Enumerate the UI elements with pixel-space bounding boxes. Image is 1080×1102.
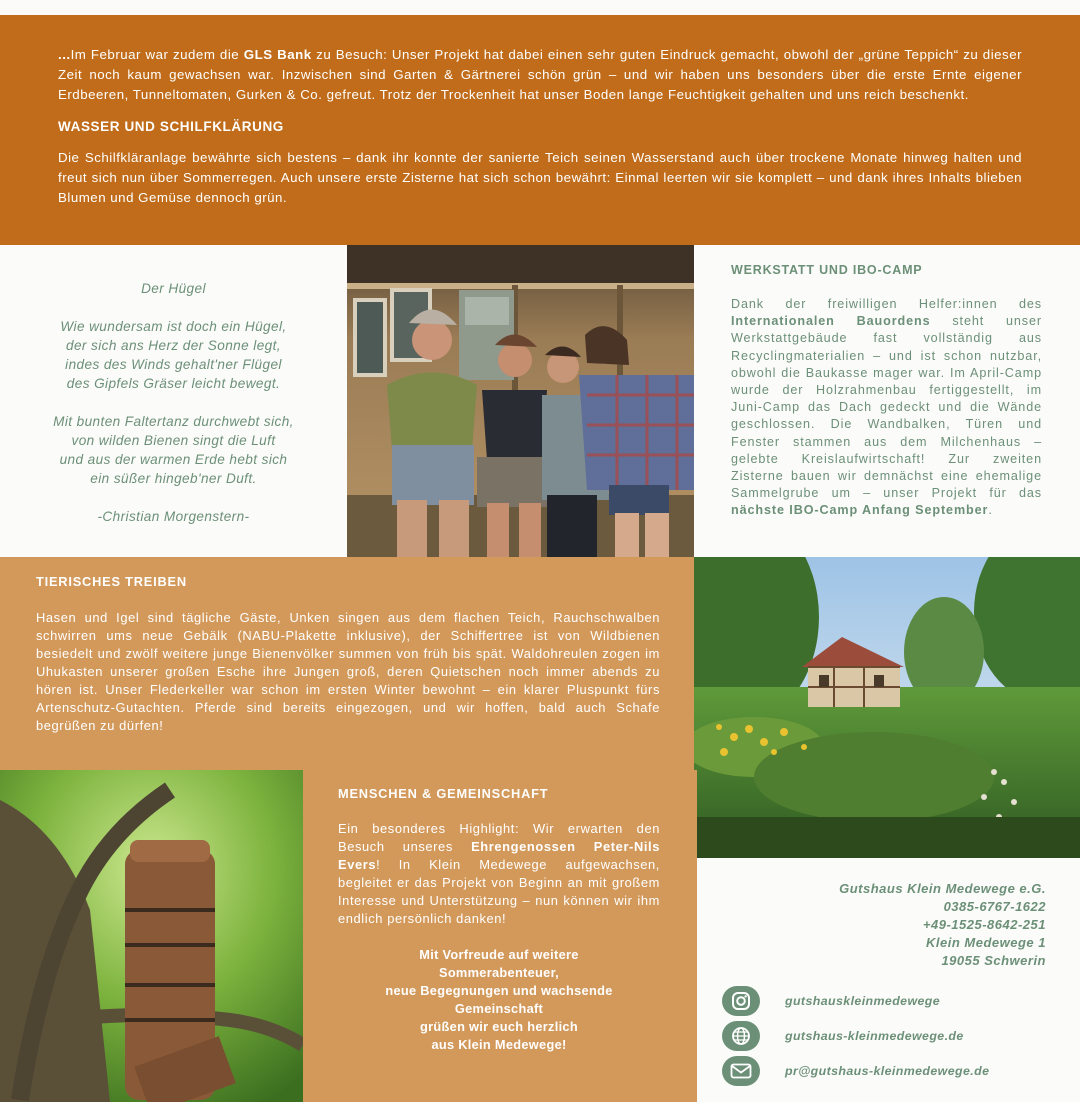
water-heading: WASSER UND SCHILFKLÄRUNG [58, 118, 284, 134]
poem-line: Mit bunten Faltertanz durchwebt sich, [53, 414, 294, 429]
werkstatt-text-b: steht unser Werkstattgebäude fast vollständig aus Recyclingmaterialien – und ist schon nutzbar, obwohl die Baukasse mager war. Im April-Camp wurde der Holzrahmenbau fertiggestellt, im Juni-Camp das Dach gedeckt und die Wände geschlossen. Die Wandbalken, Türen und Fenster stammen aus dem Milchenhaus – gelebte Kreislaufwirtschaft! Zur zweiten Zisterne bauen wir demnächst eine ehemalige Sammelgrube um – unser Projekt für das [731, 314, 1042, 501]
tiere-section [0, 557, 694, 770]
street-address: Klein Medewege 1 [926, 935, 1046, 950]
menschen-text-b: ! In Klein Medewege aufgewachsen, begleitet er das Projekt von Beginn an mit großem Interesse und Unterstützung – nun können wir ihm endlich persönlich danken! [338, 857, 660, 926]
intro-text-b: zu Besuch: Unser Projekt hat dabei einen sehr guten Eindruck gemacht, obwohl der „grüne Teppich“ zu dieser Zeit noch kaum gewachsen war. Inzwischen sind Garten & Gärtnerei schön grün – und wir haben uns besonders über die erste Ernte eigener Erdbeeren, Tunneltomaten, Gurken & Co. gefreut. Trotz der Trockenheit hat unser Boden lange Feuchtigkeit gehalten und uns reich beschenkt. [58, 47, 1023, 102]
intro-section [0, 15, 1080, 245]
poem-line: der sich ans Herz der Sonne legt, [66, 338, 281, 353]
poem-line: Wie wundersam ist doch ein Hügel, [60, 319, 287, 334]
poem-section [0, 245, 347, 557]
tiere-paragraph: Hasen und Igel sind tägliche Gäste, Unken singen aus dem flachen Teich, Rauchschwalben schwirren ums neue Gebälk (NABU-Plakette inklusive), der Schiffertree ist von Wildbienen besiedelt und zwölf weitere junge Bienenvölker summen von früh bis spät. Waldohreulen zogen im Uhukasten unserer großen Esche ihre Jungen groß, deren Quietschen noch immer abends zu hören ist. Unser Flederkeller war schon im ersten Winter bewohnt – ein klarer Pluspunkt fürs Artenschutz-Gutachten. Pferde sind bereits eingezogen, und wir hoffen, bald auch Schafe begrüßen zu dürfen! [36, 610, 660, 733]
werkstatt-heading: WERKSTATT UND IBO-CAMP [731, 263, 923, 277]
closing-line: aus Klein Medewege! [431, 1037, 567, 1052]
poem-line: indes des Winds gehalt'ner Flügel [65, 357, 282, 372]
contact-row-instagram[interactable] [722, 985, 940, 1017]
werkstatt-text-c: . [988, 503, 993, 518]
werkstatt-paragraph [731, 296, 1042, 520]
menschen-person: Ehrengenossen Peter-Nils Evers [338, 839, 660, 872]
menschen-heading: MENSCHEN & GEMEINSCHAFT [338, 786, 549, 801]
mail-icon [722, 1056, 760, 1086]
tiere-heading: TIERISCHES TREIBEN [36, 574, 187, 589]
closing-line: Mit Vorfreude auf weitere [419, 947, 579, 962]
menschen-text-a: Ein besonderes Highlight: Wir erwarten den Besuch unseres [338, 821, 660, 854]
org-name: Gutshaus Klein Medewege e.G. [839, 881, 1046, 896]
contact-section [697, 858, 1080, 1102]
address-block [839, 880, 1046, 970]
photo-volunteers [347, 245, 694, 557]
intro-text-a: Im Februar war zudem die [70, 47, 244, 62]
werkstatt-camp: nächste IBO-Camp Anfang September [731, 503, 989, 518]
closing-line: Sommerabenteuer, [438, 965, 559, 980]
phone-mobile[interactable]: +49-1525-8642-251 [922, 917, 1046, 932]
intro-bank: GLS Bank [243, 47, 312, 62]
poem-line: und aus der warmen Erde hebt sich [59, 452, 288, 467]
menschen-section [303, 770, 697, 1102]
closing-line: grüßen wir euch herzlich [420, 1019, 578, 1034]
contact-row-website[interactable] [722, 1020, 964, 1052]
poem-line: ein süßer hingeb'ner Duft. [90, 471, 257, 486]
website-link[interactable]: gutshaus-kleinmedewege.de [785, 1029, 964, 1043]
closing-line: Gemeinschaft [454, 1001, 544, 1016]
intro-ellipsis: ... [58, 47, 71, 62]
closing-greeting [338, 946, 660, 1054]
poem-line: von wilden Bienen singt die Luft [71, 433, 276, 448]
poem-author: -Christian Morgenstern- [97, 509, 250, 524]
globe-icon [722, 1021, 760, 1051]
werkstatt-org: Internationalen Bauordens [731, 314, 931, 329]
werkstatt-section [694, 245, 1080, 557]
werkstatt-text-a: Dank der freiwilligen Helfer:innen des [731, 297, 1042, 311]
photo-owl-box-tree [0, 770, 303, 1102]
phone-landline[interactable]: 0385-6767-1622 [943, 899, 1046, 914]
city-address: 19055 Schwerin [941, 953, 1046, 968]
poem-title: Der Hügel [141, 281, 206, 296]
instagram-icon [722, 986, 760, 1016]
intro-paragraph [58, 45, 1022, 105]
closing-line: neue Begegnungen und wachsende [385, 983, 613, 998]
email-link[interactable]: pr@gutshaus-kleinmedewege.de [785, 1064, 990, 1078]
instagram-handle[interactable]: gutshauskleinmedewege [785, 994, 941, 1008]
contact-row-email[interactable] [722, 1055, 989, 1087]
photo-garden-house [694, 557, 1080, 858]
poem-line: des Gipfels Gräser leicht bewegt. [66, 376, 281, 391]
water-paragraph: Die Schilfkläranlage bewährte sich bestens – dank ihr konnte der sanierte Teich seinen Wasserstand auch über trockene Monate hinweg halten und freut sich nun über Sommerregen. Auch unsere erste Zisterne hat sich schon bewährt: Einmal leerten wir sie komplett – und dank ihres Inhalts blieben Blumen und Gemüse dennoch grün. [58, 149, 1022, 205]
menschen-paragraph [338, 820, 660, 928]
